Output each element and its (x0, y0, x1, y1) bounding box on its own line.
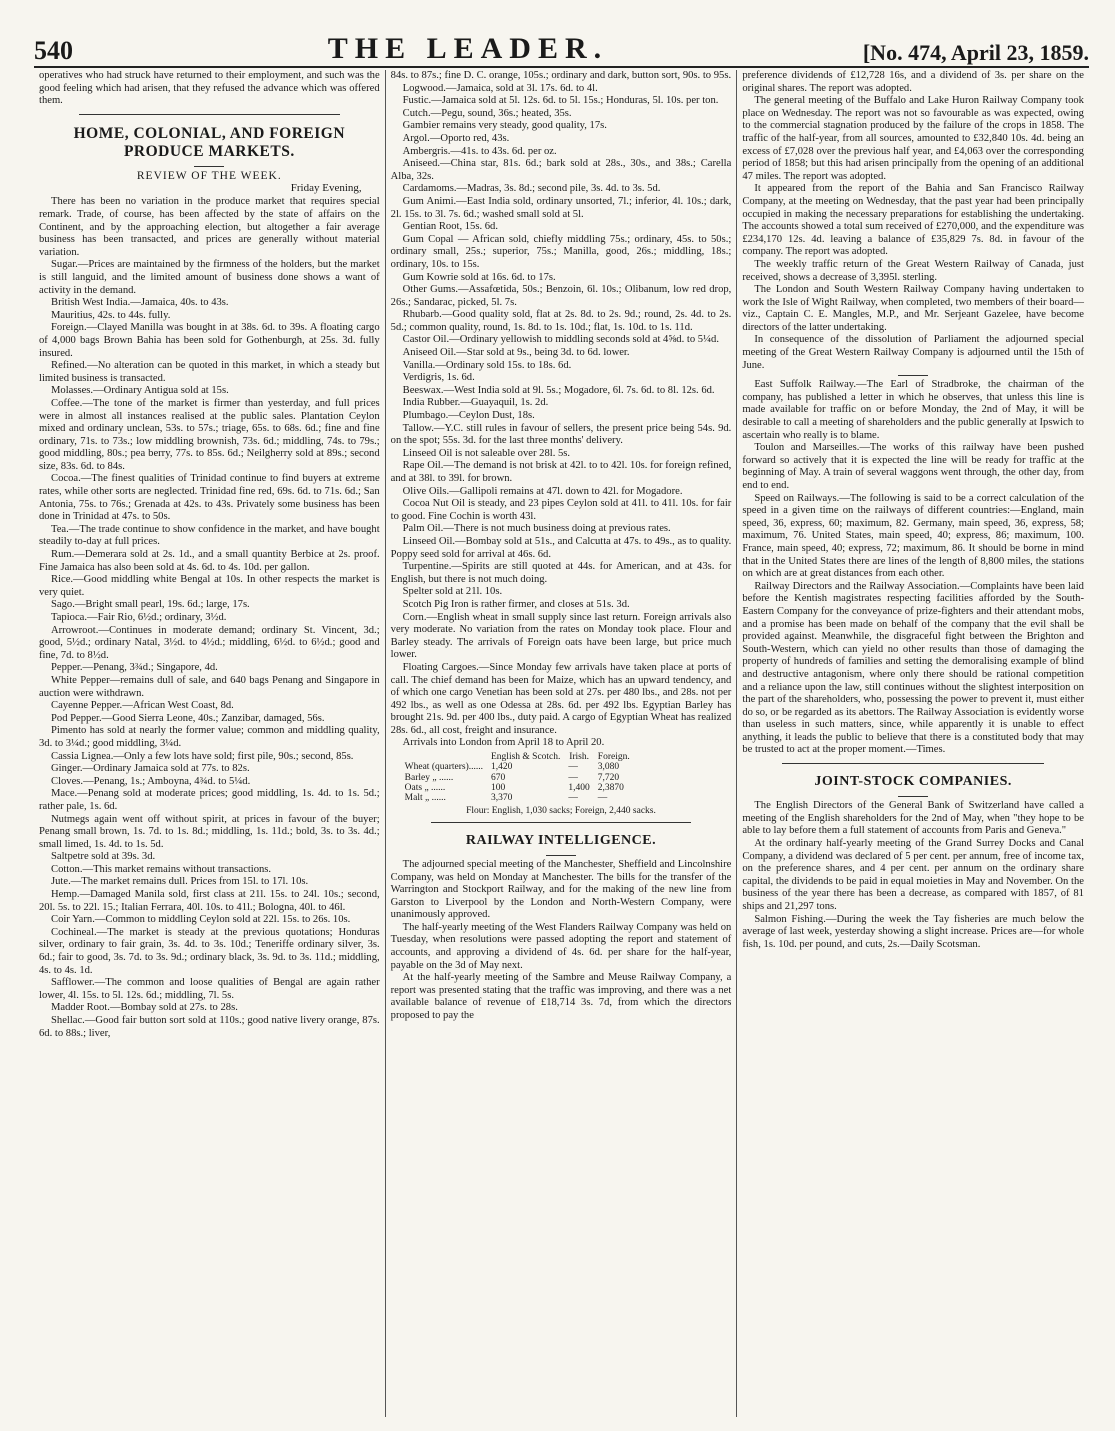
paragraph: The half-yearly meeting of the West Flanders Railway Company was held on Tuesday, when resolutions were passed adopting the report and statement of accounts, and approving a dividend of 4s. 6d. per share for the half-year, payable on the 3d of May next. (390, 921, 732, 971)
divider (194, 166, 224, 167)
table-cell: 7,720 (597, 772, 620, 783)
paragraph: Corn.—English wheat in small supply since last return. Foreign arrivals also very moderate. No variation from the rates on Monday took place. Flour and Barley steady. The arrivals of Foreign oats have been large, but price much lower. (390, 611, 732, 661)
paragraph: Foreign.—Clayed Manilla was bought in at 38s. 6d. to 39s. A floating cargo of 4,000 bags Brown Bahia has been sold for Gothenburgh, at 25s. 3d. fully insured. (39, 322, 380, 359)
table-header: Irish. (569, 752, 589, 763)
paragraph: Floating Cargoes.—Since Monday few arrivals have taken place at ports of call. The chief demand has been for Maize, which has an upward tendency, and of which one cargo Venetian has been sold at 27s. per 480 lbs., and 28s. not per 492 lbs., as well as one Odessa at 28s. 6d. per 492 lbs. Egyptian Barley has brought 21s. 9d. per 400 lbs., duty paid. A cargo of Egyptian Wheat has realized 28s. 6d., all cost, freight and insurance. (390, 661, 732, 736)
table-cell: Wheat (quarters)...... (404, 762, 483, 773)
paragraph: Linseed Oil.—Bombay sold at 51s., and Calcutta at 47s. to 49s., as to quality. Poppy seed sold for arrival at 46s. 6d. (390, 535, 732, 560)
paragraph: Castor Oil.—Ordinary yellowish to middling seconds sold at 4⅝d. to 5¼d. (402, 334, 719, 346)
paragraph: Cassia Lignea.—Only a few lots have sold; first pile, 90s.; second, 85s. (51, 750, 354, 762)
paragraph: The London and South Western Railway Company having undertaken to work the Isle of Wight Railway, when completed, two members of their board—viz., Captain C. E. Mangles, M.P., and Mr. Serjeant Gazelee, have become directors of the latter undertaking. (742, 284, 1084, 333)
paragraph: Tea.—The trade continue to show confidence in the market, and have bought steadily to-day at full prices. (39, 523, 380, 548)
paragraph: Gum Animi.—East India sold, ordinary unsorted, 7l.; inferior, 4l. 10s.; dark, 2l. 15s. to 3l. 7s. 6d.; washed small sold at 5l. (390, 195, 732, 220)
paragraph: British West India.—Jamaica, 40s. to 43s. (51, 297, 229, 309)
paragraph: Rhubarb.—Good quality sold, flat at 2s. 8d. to 2s. 9d.; round, 2s. 4d. to 2s. 5d.; common quality, round, 1s. 8d. to 1s. 10d.; flat, 1s. 10d. to 1s. 11d. (390, 309, 732, 333)
paragraph: Ginger.—Ordinary Jamaica sold at 77s. to 82s. (51, 763, 250, 775)
paragraph: Cotton.—This market remains without transactions. (51, 863, 272, 875)
paragraph: Mauritius, 42s. to 44s. fully. (51, 309, 171, 321)
paragraph: There has been no variation in the produce market that requires special remark. Trade, of course, has been affected by the state of affairs on the Continent, and by the approaching election, but altogether a fair average business has been transacted, and prices are generally without material variation. (39, 196, 380, 258)
table-cell: 1,400 (568, 782, 590, 793)
masthead (34, 30, 1089, 68)
dateline: Friday Evening, (290, 182, 362, 195)
column-3 (737, 70, 1089, 1417)
divider (782, 763, 1044, 764)
paragraph: Tapioca.—Fair Rio, 6½d.; ordinary, 3½d. (51, 612, 227, 623)
paragraph: Salmon Fishing.—During the week the Tay fisheries are much below the average of last week, yesterday showing a slight increase. Prices are—for whole fish, 1s. 10d. per pound, and cuts, 2s.—Daily Scotsman. (742, 913, 1084, 950)
paragraph: Speed on Railways.—The following is said to be a correct calculation of the speed in a given time on the railways of different countries:—England, main speed, 36, express, 60; maximum, 82. Germany, main speed, 36, express, 58; maximum, 76. United States, main speed, 40; express, 86; maximum, 100. France, main speed, 40; express, 72; maximum, 86. It should be borne in mind that in the United States there are lines of the length of 8,800 miles, the stations on which are at great distances from each other. (742, 492, 1084, 580)
paragraph: Coffee.—The tone of the market is firmer than yesterday, and full prices were in almost all instances realised at the public sales. Plantation Ceylon mixed and ordinary unclean, 53s. to 57s.; triage, 65s. to 68s. 6d.; fine and fine ordinary, 71s. to 73s.; low middling brownish, 73s. 6d.; middling, 74s. to 79s.; good middling, 80s.; pea berry, 77s. to 85s. 6d.; Neilgherry sold at 89s.; second size, 83s. 6d. to 84s. (39, 397, 380, 472)
divider (898, 796, 928, 797)
paragraph: At the half-yearly meeting of the Sambre and Meuse Railway Company, a report was presented stating that the traffic was improving, and there was a net available balance of revenue of £18,714 3s. 7d, from which the directors proposed to pay the (390, 972, 732, 1022)
paragraph: The English Directors of the General Bank of Switzerland have called a meeting of the English shareholders for the 2nd of May, when "they hope to be able to lay before them a full statement of accounts from Paris and Geneva." (742, 800, 1084, 837)
paragraph: In consequence of the dissolution of Parliament the adjourned special meeting of the Great Western Railway Company is adjourned until the 15th of June. (742, 334, 1084, 371)
paragraph: At the ordinary half-yearly meeting of the Grand Surrey Docks and Canal Company, a dividend was declared of 5 per cent. per annum, free of income tax, on the preference shares, and 4 per cent. per annum on the ordinary share capital, the dividends to be paid in equal moieties in May and November. On the business of the year there has been a decrease, as compared with 1857, of 81 ships and 21,297 tons. (742, 837, 1084, 912)
paragraph: Cardamoms.—Madras, 3s. 8d.; second pile, 3s. 4d. to 3s. 5d. (402, 183, 661, 195)
paragraph: operatives who had struck have returned to their employment, and such was the good feeling which had arisen, that they refused the advance which was offered them. (39, 70, 380, 107)
paragraph: preference dividends of £12,728 16s, and a dividend of 3s. per share on the original shares. The report was adopted. (742, 70, 1084, 94)
divider (431, 822, 692, 823)
table-cell: 1,420 (491, 762, 513, 773)
paragraph: Cayenne Pepper.—African West Coast, 8d. (51, 700, 234, 712)
table-row (401, 773, 634, 783)
paragraph: It appeared from the report of the Bahia and San Francisco Railway Company, at the meeting on Wednesday, that the past year had been principally occupied in making the necessary preparations for establishing the undertaking. The accounts showed a total sum received of £270,000, and the expenditure was £234,170 12s. 4d. leaving a balance of £35,829 7s. 8d. in favour of the company. The report was adopted. (742, 183, 1084, 258)
paragraph: Saltpetre sold at 39s. 3d. (51, 851, 156, 863)
column-2 (386, 70, 738, 1417)
paragraph: Cutch.—Pegu, sound, 36s.; heated, 35s. (402, 107, 572, 119)
paragraph: 84s. to 87s.; fine D. C. orange, 105s.; ordinary and dark, button sort, 90s. to 95s. (390, 70, 732, 81)
paragraph: Cocoa Nut Oil is steady, and 23 pipes Ceylon sold at 41l. to 41l. 10s. for fair to good. Fine Cochin is worth 43l. (390, 498, 732, 522)
section-heading-joint-stock: JOINT-STOCK COMPANIES. (814, 774, 1012, 790)
paragraph: Palm Oil.—There is not much business doing at previous rates. (402, 523, 671, 535)
paragraph: Sugar.—Prices are maintained by the firmness of the holders, but the market is still languid, and the limited amount of business done shows a want of activity in the demand. (39, 259, 380, 296)
divider (79, 114, 340, 115)
paragraph: Arrivals into London from April 18 to April 20. (402, 737, 605, 749)
table-cell: 100 (491, 782, 506, 793)
section-heading-railway: RAILWAY INTELLIGENCE. (465, 832, 657, 848)
table-cell: Barley „ ...... (404, 772, 454, 783)
table-row (401, 783, 634, 793)
paragraph: Railway Directors and the Railway Association.—Complaints have been laid before the Kentish magistrates respecting facilities afforded by the South-Eastern Company for the conveyance of prize-fighters and their attendant mobs, and a promise has been made on behalf of the company that the evil shall be provided against. Meanwhile, the disgraceful fight between the Brighton and South-Western, which can yield no other results than those of damaging the property of hundreds of families and setting the demoralising example of blind and destructive antagonism, where only there should be rational competition and a reliance upon the law, still continues without the slightest interposition on the part of the shareholders, who, possessing the power to prevent it, must either do so, or be regarded as its abettors. The Railway Association is evidently worse than useless in such matters, since, while apparently it is unable to effect anything, it leads the public to believe that there is a constituted body that may be trusted to act at the proper moment.—Times. (742, 580, 1084, 756)
grain-arrivals-table (401, 752, 634, 804)
paragraph: Sago.—Bright small pearl, 19s. 6d.; large, 17s. (51, 599, 250, 611)
paragraph: Spelter sold at 21l. 10s. (402, 586, 503, 598)
paragraph: Cochineal.—The market is steady at the previous quotations; Honduras silver, ordinary to fair grain, 3s. 4d. to 3s. 10d.; Teneriffe ordinary silver, 3s. 6d.; fair to good, 3s. 7d. to 3s. 9d.; ordinary black, 3s. 9d. to 3s. 11d.; middling, 4s. to 4s. 1d. (39, 926, 380, 976)
table-header (401, 752, 487, 762)
subheading-review: REVIEW OF THE WEEK. (136, 170, 282, 183)
paragraph: Argol.—Oporto red, 43s. (402, 132, 510, 144)
table-cell: — (568, 772, 578, 783)
paragraph: Gum Copal — African sold, chiefly middling 75s.; ordinary, 45s. to 50s.; ordinary small, 25s.; superior, 75s.; Manilla, good, 26s.; middling, 18s.; ordinary, 10s. to 15s. (390, 233, 732, 270)
article-columns (34, 70, 1089, 1417)
table-row (401, 762, 634, 772)
paragraph: Pod Pepper.—Good Sierra Leone, 40s.; Zanzibar, damaged, 56s. (51, 712, 325, 724)
paragraph: The adjourned special meeting of the Manchester, Sheffield and Lincolnshire Company, was held on Monday at Manchester. The bills for the transfer of the Warrington and Stockport Railway, and for the making of the new line from Garston to Liverpool by the London and North-Western Company, were unanimously approved. (390, 858, 732, 921)
paragraph: Rum.—Demerara sold at 2s. 1d., and a small quantity Berbice at 2s. proof. Fine Jamaica has also been sold at 4s. 6d. to 4s. 10d. per gallon. (39, 549, 380, 573)
paragraph: Cloves.—Penang, 1s.; Amboyna, 4¾d. to 5¼d. (51, 775, 251, 787)
paragraph: Rape Oil.—The demand is not brisk at 42l. to to 42l. 10s. for foreign refined, and at 38l. to 39l. for brown. (390, 460, 732, 484)
paragraph: Refined.—No alteration can be quoted in this market, in which a steady but limited business is transacted. (39, 360, 380, 384)
paper-title: THE LEADER. (327, 32, 609, 65)
paragraph: Shellac.—Good fair button sort sold at 110s.; good native livery orange, 87s. 6d. to 88s.; liver, (39, 1015, 380, 1039)
table-cell: 3,080 (597, 762, 620, 773)
paragraph: Aniseed.—China star, 81s. 6d.; bark sold at 28s., 30s., and 38s.; Carella Alba, 32s. (390, 158, 732, 182)
divider (898, 375, 928, 376)
paragraph: Arrowroot.—Continues in moderate demand; ordinary St. Vincent, 3d.; good, 5½d.; ordinary Natal, 3½d. to 4½d.; middling, 6½d. to 6½d.; good and fine, 7d. to 8½d. (39, 624, 380, 661)
section-heading-produce-markets: HOME, COLONIAL, AND FOREIGN PRODUCE MARKETS. (73, 124, 346, 160)
paragraph: Pimento has sold at nearly the former value; common and middling quality, 3d. to 3¼d.; good middling, 3¼d. (39, 725, 380, 749)
paragraph: Gum Kowrie sold at 16s. 6d. to 17s. (402, 271, 556, 283)
issue-date: [No. 474, April 23, 1859. (862, 40, 1089, 65)
paragraph: Plumbago.—Ceylon Dust, 18s. (402, 410, 535, 422)
paragraph: Olive Oils.—Gallipoli remains at 47l. down to 42l. for Mogadore. (402, 485, 683, 497)
paragraph: Mace.—Penang sold at moderate prices; good middling, 1s. 4d. to 1s. 5d.; rather pale, 1s. 6d. (39, 788, 380, 812)
paragraph: Fustic.—Jamaica sold at 5l. 12s. 6d. to 5l. 15s.; Honduras, 5l. 10s. per ton. (402, 95, 719, 107)
paragraph: India Rubber.—Guayaquil, 1s. 2d. (402, 397, 549, 409)
paragraph: Hemp.—Damaged Manila sold, first class at 21l. 15s. to 24l. 10s.; second, 20l. 5s. to 22l. 15.; Italian Ferrara, 40l. 10s. to 41l.; Bologna, 40l. to 46l. (39, 889, 380, 913)
paragraph: White Pepper—remains dull of sale, and 640 bags Penang and Singapore in auction were withdrawn. (39, 674, 380, 699)
paragraph: Rice.—Good middling white Bengal at 10s. In other respects the market is very quiet. (39, 574, 380, 598)
paragraph: Beeswax.—West India sold at 9l. 5s.; Mogadore, 6l. 7s. 6d. to 8l. 12s. 6d. (402, 384, 715, 396)
table-footer: Flour: English, 1,030 sacks; Foreign, 2,440 sacks. (466, 805, 656, 816)
paragraph: The weekly traffic return of the Great Western Railway of Canada, just received, shows a decrease of 3,395l. sterling. (742, 258, 1084, 283)
paragraph: Scotch Pig Iron is rather firmer, and closes at 51s. 3d. (402, 598, 630, 610)
table-cell: 3,370 (491, 793, 513, 804)
paragraph: Pepper.—Penang, 3¾d.; Singapore, 4d. (51, 662, 218, 674)
paragraph: Linseed Oil is not saleable over 28l. 5s. (402, 447, 571, 459)
table-cell: — (568, 762, 578, 773)
paragraph: Logwood.—Jamaica, sold at 3l. 17s. 6d. to 4l. (402, 82, 598, 94)
table-header: Foreign. (597, 752, 630, 763)
table-header: English & Scotch. (491, 752, 561, 763)
paragraph: The general meeting of the Buffalo and Lake Huron Railway Company took place on Wednesday. The report was not so favourable as was expected, owing to the commercial stagnation produced by the failure of the crops in 1858. The traffic of the half-year, from all sources, amounted to £32,840 10s. 4d. being an excess of £7,028 over the previous half year, and £4,063 over the corresponding period of 1858; but this had arisen principally from the opening of an additional 47 miles. The report was adopted. (742, 95, 1084, 182)
paragraph: Madder Root.—Bombay sold at 27s. to 28s. (51, 1002, 238, 1014)
table-cell: 2,3870 (597, 782, 624, 793)
paragraph: Molasses.—Ordinary Antigua sold at 15s. (51, 385, 229, 397)
paragraph: Toulon and Marseilles.—The works of this railway have been pushed forward so actively that it is expected the line will be ready for traffic at the beginning of May. A train of several waggons went through, the other day, from end to end. (742, 442, 1084, 491)
paragraph: Tallow.—Y.C. still rules in favour of sellers, the present price being 54s. 9d. on the spot; 55s. 3d. for the last three months' delivery. (390, 422, 732, 447)
paragraph: Other Gums.—Assafœtida, 50s.; Benzoin, 6l. 10s.; Olibanum, low red drop, 26s.; Sandarac, picked, 5l. 7s. (390, 284, 732, 308)
paragraph: Gentian Root, 15s. 6d. (402, 221, 498, 233)
paragraph: Cocoa.—The finest qualities of Trinidad continue to find buyers at extreme rates, while other sorts are neglected. Trinidad fine red, 69s. 6d. to 71s. 6d.; San Antonia, 75s. to 76s.; Grenada at 42s. to 43s. Privately some business has been done in Trinidad at 47s. to 50s. (39, 473, 380, 523)
page-number: 540 (34, 36, 73, 65)
table-row (401, 793, 634, 803)
paragraph: Ambergris.—41s. to 43s. 6d. per oz. (402, 145, 557, 157)
paragraph: East Suffolk Railway.—The Earl of Stradbroke, the chairman of the company, has published a letter in which he observes, that unless this line is made available for traffic on or before Monday, the 2nd of May, it will be desirable to call a meeting of shareholders and the public generally at Ipswich to ascertain who really is to blame. (742, 379, 1084, 441)
paragraph: Coir Yarn.—Common to middling Ceylon sold at 22l. 15s. to 26s. 10s. (51, 914, 351, 926)
table-cell: 670 (491, 772, 506, 783)
table-cell: Oats „ ...... (404, 782, 446, 793)
divider (546, 855, 576, 856)
table-cell: — (568, 793, 578, 804)
paragraph: Aniseed Oil.—Star sold at 9s., being 3d. to 6d. lower. (402, 347, 630, 359)
paragraph: Jute.—The market remains dull. Prices from 15l. to 17l. 10s. (51, 876, 309, 888)
paragraph: Vanilla.—Ordinary sold 15s. to 18s. 6d. (402, 359, 572, 371)
table-cell: — (597, 793, 608, 804)
paragraph: Gambier remains very steady, good quality, 17s. (402, 120, 607, 132)
table-cell: Malt „ ...... (404, 793, 446, 804)
column-1 (34, 70, 386, 1417)
paragraph: Nutmegs again went off without spirit, at prices in favour of the buyer; Penang small brown, 1s. 7d. to 1s. 8d.; middling, 1s. 11d.; bold, 3s. to 3s. 4d.; small limed, 1s. 4d. to 1s. 5d. (39, 813, 380, 850)
table-header-row (401, 752, 634, 762)
paragraph: Safflower.—The common and loose qualities of Bengal are again rather lower, 4l. 15s. to 5l. 12s. 6d.; middling, 7l. 5s. (39, 977, 380, 1001)
paragraph: Turpentine.—Spirits are still quoted at 44s. for American, and at 43s. for English, but there is not much doing. (390, 561, 732, 585)
paragraph: Verdigris, 1s. 6d. (402, 372, 475, 384)
